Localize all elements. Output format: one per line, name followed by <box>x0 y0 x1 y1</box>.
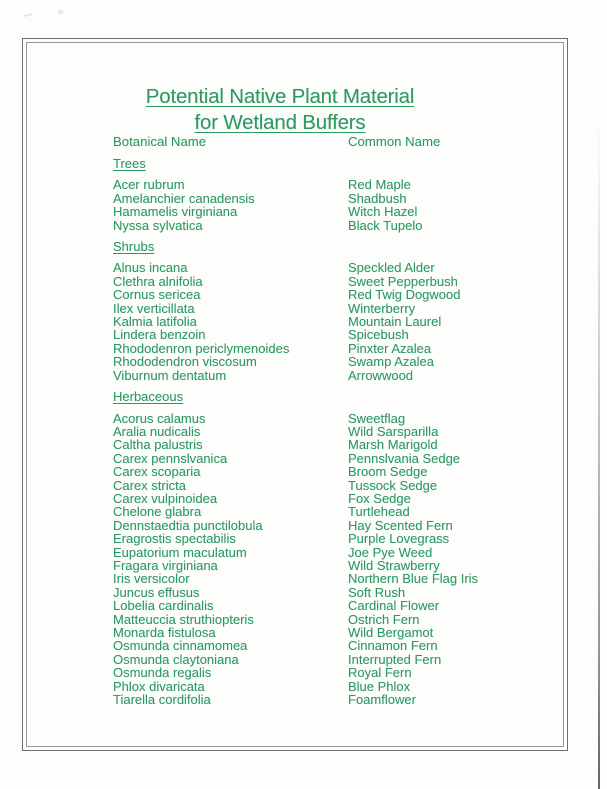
pencil-mark <box>57 9 63 14</box>
common-name-cell: Soft Rush <box>348 584 406 600</box>
table-row <box>113 546 563 559</box>
plant-section <box>113 390 563 706</box>
common-name-cell: Arrowwood <box>348 367 414 383</box>
common-name-cell: Shadbush <box>348 190 407 206</box>
table-row <box>113 626 563 639</box>
botanical-name-cell: Chelone glabra <box>113 504 202 520</box>
botanical-name-cell: Osmunda regalis <box>113 665 212 681</box>
botanical-name-cell: Eragrostis spectabilis <box>113 531 236 547</box>
common-name-cell: Sweetflag <box>348 410 406 426</box>
common-name-cell: Ostrich Fern <box>348 611 420 627</box>
botanical-name-cell: Cornus sericea <box>113 287 201 303</box>
botanical-name-cell: Osmunda cinnamomea <box>113 638 248 654</box>
common-name-cell: Northern Blue Flag Iris <box>348 571 479 587</box>
common-name-cell: Black Tupelo <box>348 217 423 233</box>
table-row <box>113 219 563 232</box>
section-heading: Trees <box>113 156 146 171</box>
table-row <box>113 639 563 652</box>
common-name-cell: Interrupted Fern <box>348 651 442 667</box>
table-row <box>113 505 563 518</box>
table-row <box>113 586 563 599</box>
botanical-name-cell: Aralia nudicalis <box>113 423 201 439</box>
botanical-name-cell: Tiarella cordifolia <box>113 692 211 708</box>
common-name-cell: Witch Hazel <box>348 204 418 220</box>
plant-section <box>113 240 563 382</box>
common-name-cell: Red Maple <box>348 177 411 193</box>
page-title-line2: for Wetland Buffers <box>194 111 366 134</box>
table-row <box>113 599 563 612</box>
scanner-edge-artifact <box>598 120 600 789</box>
table-row <box>113 559 563 572</box>
table-row <box>113 355 563 368</box>
common-name-cell: Fox Sedge <box>348 490 411 506</box>
common-name-cell: Foamflower <box>348 692 416 708</box>
common-name-cell: Turtlehead <box>348 504 410 520</box>
column-header-botanical: Botanical Name <box>113 134 207 149</box>
table-row <box>113 532 563 545</box>
common-name-cell: Joe Pye Weed <box>348 544 433 560</box>
table-row <box>113 452 563 465</box>
table-row <box>113 178 563 191</box>
botanical-name-cell: Viburnum dentatum <box>113 367 227 383</box>
table-row <box>113 519 563 532</box>
common-name-cell: Mountain Laurel <box>348 314 442 330</box>
botanical-name-cell: Kalmia latifolia <box>113 314 197 330</box>
botanical-name-cell: Juncus effusus <box>113 584 200 600</box>
common-name-cell: Wild Bergamot <box>348 625 434 640</box>
table-row <box>113 425 563 438</box>
table-row <box>113 315 563 328</box>
botanical-name-cell: Alnus incana <box>113 260 188 276</box>
common-name-cell: Cardinal Flower <box>348 598 440 614</box>
table-row <box>113 572 563 585</box>
botanical-name-cell: Matteuccia struthiopteris <box>113 611 254 627</box>
table-row <box>113 192 563 205</box>
common-name-cell: Spicebush <box>348 327 409 343</box>
table-row <box>113 302 563 315</box>
table-row <box>113 261 563 274</box>
botanical-name-cell: Caltha palustris <box>113 437 203 453</box>
botanical-name-cell: Osmunda claytoniana <box>113 651 239 667</box>
table-row <box>113 328 563 341</box>
table-row <box>113 492 563 505</box>
common-name-cell: Blue Phlox <box>348 678 411 694</box>
table-row <box>113 479 563 492</box>
plant-section <box>113 157 563 232</box>
common-name-cell: Royal Fern <box>348 665 412 681</box>
page-title <box>0 84 560 136</box>
table-row <box>113 465 563 478</box>
common-name-cell: Pennslvania Sedge <box>348 450 461 466</box>
page-title-line1: Potential Native Plant Material <box>145 85 415 108</box>
plant-table <box>113 157 563 714</box>
common-name-cell: Red Twig Dogwood <box>348 287 461 303</box>
common-name-cell: Wild Sarsparilla <box>348 423 439 439</box>
table-row <box>113 693 563 706</box>
botanical-name-cell: Acorus calamus <box>113 410 206 426</box>
common-name-cell: Swamp Azalea <box>348 354 434 370</box>
common-name-cell: Speckled Alder <box>348 260 435 276</box>
common-name-cell: Broom Sedge <box>348 464 428 480</box>
common-name-cell: Cinnamon Fern <box>348 638 438 654</box>
common-name-cell: Hay Scented Fern <box>348 517 453 533</box>
common-name-cell: Wild Strawberry <box>348 557 440 573</box>
botanical-name-cell: Carex vulpinoidea <box>113 490 218 506</box>
botanical-name-cell: Amelanchier canadensis <box>113 190 255 206</box>
table-row <box>113 653 563 666</box>
pencil-mark <box>24 13 33 17</box>
botanical-name-cell: Lobelia cardinalis <box>113 598 214 614</box>
table-row <box>113 275 563 288</box>
section-heading: Herbaceous <box>113 389 184 405</box>
common-name-cell: Sweet Pepperbush <box>348 273 458 289</box>
table-row <box>113 342 563 355</box>
table-row <box>113 613 563 626</box>
botanical-name-cell: Iris versicolor <box>113 571 190 587</box>
table-row <box>113 369 563 382</box>
botanical-name-cell: Dennstaedtia punctilobula <box>113 517 263 533</box>
common-name-cell: Winterberry <box>348 300 416 316</box>
botanical-name-cell: Eupatorium maculatum <box>113 544 247 560</box>
botanical-name-cell: Rhododendron viscosum <box>113 354 257 370</box>
botanical-name-cell: Nyssa sylvatica <box>113 217 203 233</box>
botanical-name-cell: Rhododenron periclymenoides <box>113 340 290 356</box>
botanical-name-cell: Carex pennslvanica <box>113 450 228 466</box>
botanical-name-cell: Carex scoparia <box>113 464 201 480</box>
table-row <box>113 288 563 301</box>
common-name-cell: Pinxter Azalea <box>348 340 432 356</box>
table-row <box>113 438 563 451</box>
botanical-name-cell: Phlox divaricata <box>113 678 205 694</box>
table-row <box>113 666 563 679</box>
botanical-name-cell: Fragara virginiana <box>113 557 218 573</box>
section-heading: Shrubs <box>113 239 155 255</box>
botanical-name-cell: Monarda fistulosa <box>113 625 216 640</box>
botanical-name-cell: Carex stricta <box>113 477 186 493</box>
common-name-cell: Tussock Sedge <box>348 477 438 493</box>
table-row <box>113 680 563 693</box>
table-row <box>113 205 563 218</box>
table-row <box>113 412 563 425</box>
column-headers <box>113 135 440 149</box>
botanical-name-cell: Ilex verticillata <box>113 300 195 316</box>
column-header-common: Common Name <box>348 134 441 149</box>
botanical-name-cell: Hamamelis virginiana <box>113 204 238 220</box>
botanical-name-cell: Lindera benzoin <box>113 327 206 343</box>
botanical-name-cell: Acer rubrum <box>113 177 185 193</box>
common-name-cell: Marsh Marigold <box>348 437 438 453</box>
botanical-name-cell: Clethra alnifolia <box>113 273 203 289</box>
common-name-cell: Purple Lovegrass <box>348 531 450 547</box>
